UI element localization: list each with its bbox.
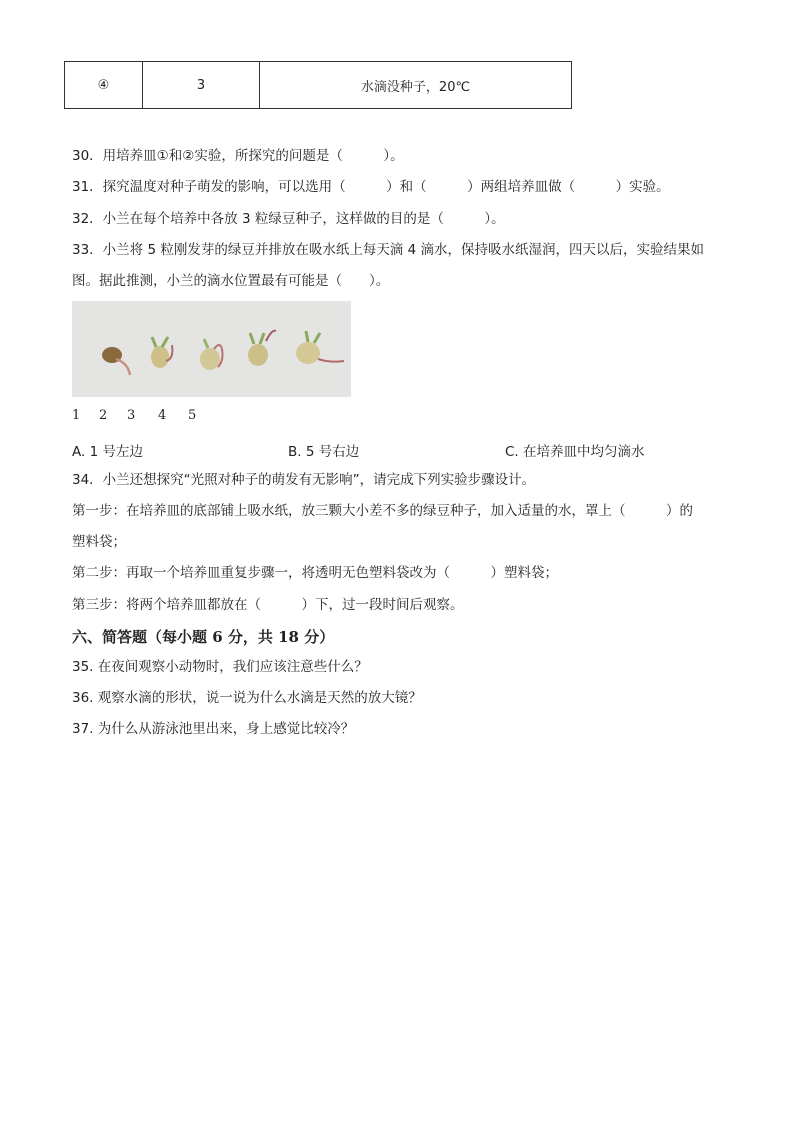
table-cell-condition: 水滴没种子，20℃	[260, 62, 572, 109]
question-37: 37. 为什么从游泳池里出来，身上感觉比较冷？	[72, 721, 355, 737]
table-row	[65, 62, 572, 109]
question-31: 31．探究温度对种子萌发的影响，可以选用（ ）和（ ）两组培养皿做（ ）实验。	[72, 179, 670, 195]
question-36: 36. 观察水滴的形状，说一说为什么水滴是天然的放大镜？	[72, 690, 422, 706]
step-2: 第二步：再取一个培养皿重复步骤一，将透明无色塑料袋改为（ ）塑料袋；	[72, 565, 558, 581]
seed-3	[200, 339, 223, 370]
seed-1	[102, 347, 130, 375]
question-32: 32．小兰在每个培养中各放 3 粒绿豆种子，这样做的目的是（ ）。	[72, 211, 505, 227]
step-1-line1: 第一步：在培养皿的底部铺上吸水纸，放三颗大小差不多的绿豆种子，加入适量的水，罩上（ ）的	[72, 503, 693, 519]
step-1-line2: 塑料袋；	[72, 534, 126, 550]
table-cell-dish: ④	[65, 62, 143, 109]
seed-number-1: 1	[72, 408, 81, 423]
question-35: 35. 在夜间观察小动物时，我们应该注意些什么？	[72, 659, 368, 675]
seed-2	[151, 337, 172, 368]
seed-4	[248, 331, 276, 366]
table-cell-seeds: 3	[143, 62, 260, 109]
option-a: A. 1 号左边	[72, 444, 143, 460]
experiment-table	[64, 61, 572, 109]
seed-number-3: 3	[127, 408, 136, 423]
seed-number-4: 4	[158, 408, 167, 423]
seed-number-2: 2	[99, 408, 108, 423]
seed-5	[296, 331, 344, 364]
question-33-line1: 33．小兰将 5 粒刚发芽的绿豆并排放在吸水纸上每天滴 4 滴水，保持吸水纸湿润，四天以后，实验结果如	[72, 242, 705, 258]
question-33-line2: 图。据此推测，小兰的滴水位置最有可能是（ ）。	[72, 273, 390, 289]
section-6-heading: 六、简答题（每小题 6 分，共 18 分）	[72, 628, 335, 646]
option-b: B. 5 号右边	[288, 444, 360, 460]
step-3: 第三步：将两个培养皿都放在（ ）下，过一段时间后观察。	[72, 597, 464, 613]
seed-number-5: 5	[188, 408, 197, 423]
seeds-illustration	[72, 301, 351, 397]
option-c: C. 在培养皿中均匀滴水	[505, 444, 645, 460]
question-34: 34．小兰还想探究“光照对种子的萌发有无影响”，请完成下列实验步骤设计。	[72, 472, 536, 488]
sprouted-seeds-photo	[72, 301, 351, 397]
question-30: 30．用培养皿①和②实验，所探究的问题是（ ）。	[72, 148, 404, 164]
